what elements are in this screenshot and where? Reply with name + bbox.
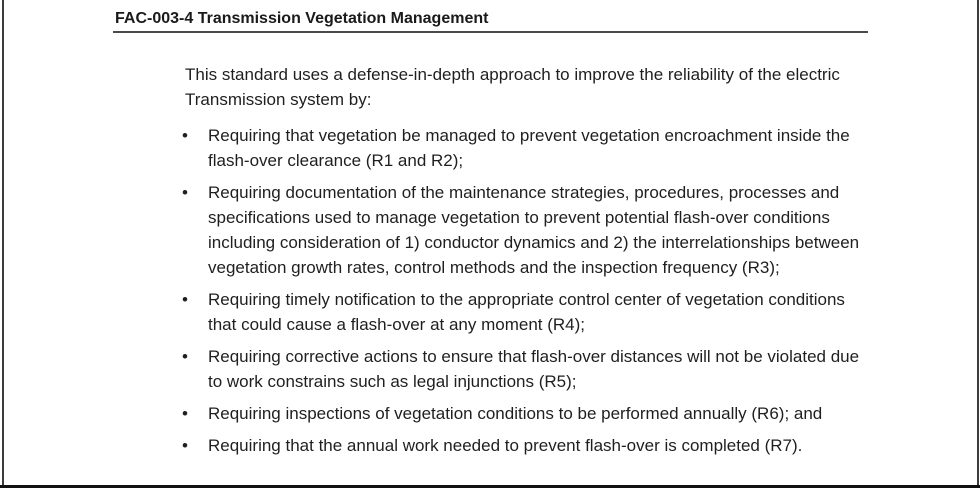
bullet-icon: • xyxy=(182,347,188,366)
page-border-right xyxy=(977,0,979,488)
list-item xyxy=(182,401,868,426)
list-item xyxy=(182,344,868,394)
bullet-icon: • xyxy=(182,290,188,309)
page-title: FAC-003-4 Transmission Vegetation Management xyxy=(115,10,489,27)
header-underline xyxy=(113,31,868,33)
list-item-text: Requiring timely notification to the appropriate control center of vegetation conditions that could cause a flash-over at any moment (R4); xyxy=(208,290,845,334)
document-header xyxy=(115,8,488,30)
bullet-icon: • xyxy=(182,183,188,202)
list-item-text: Requiring documentation of the maintenance strategies, procedures, processes and specifications used to manage vegetation to prevent potential flash-over conditions including consideration of 1) conductor dynamics and 2) the interrelationships between vegetation growth rates, control methods and the inspection frequency (R3); xyxy=(208,183,860,277)
list-item-text: Requiring inspections of vegetation conditions to be performed annually (R6); and xyxy=(208,404,823,423)
list-item-text: Requiring that vegetation be managed to prevent vegetation encroachment inside the flash-over clearance (R1 and R2); xyxy=(208,126,850,170)
bullet-icon: • xyxy=(182,436,188,455)
document-body xyxy=(182,62,868,465)
list-item xyxy=(182,123,868,173)
list-item xyxy=(182,433,868,458)
intro-paragraph: This standard uses a defense-in-depth approach to improve the reliability of the electric Transmission system by: xyxy=(185,65,840,109)
bullet-icon: • xyxy=(182,126,188,145)
list-item xyxy=(182,180,868,280)
list-item xyxy=(182,287,868,337)
page-border-left xyxy=(2,0,4,488)
list-item-text: Requiring that the annual work needed to prevent flash-over is completed (R7). xyxy=(208,436,803,455)
list-item-text: Requiring corrective actions to ensure that flash-over distances will not be violated due to work constrains such as legal injunctions (R5); xyxy=(208,347,860,391)
bullet-list xyxy=(182,123,868,458)
bullet-icon: • xyxy=(182,404,188,423)
